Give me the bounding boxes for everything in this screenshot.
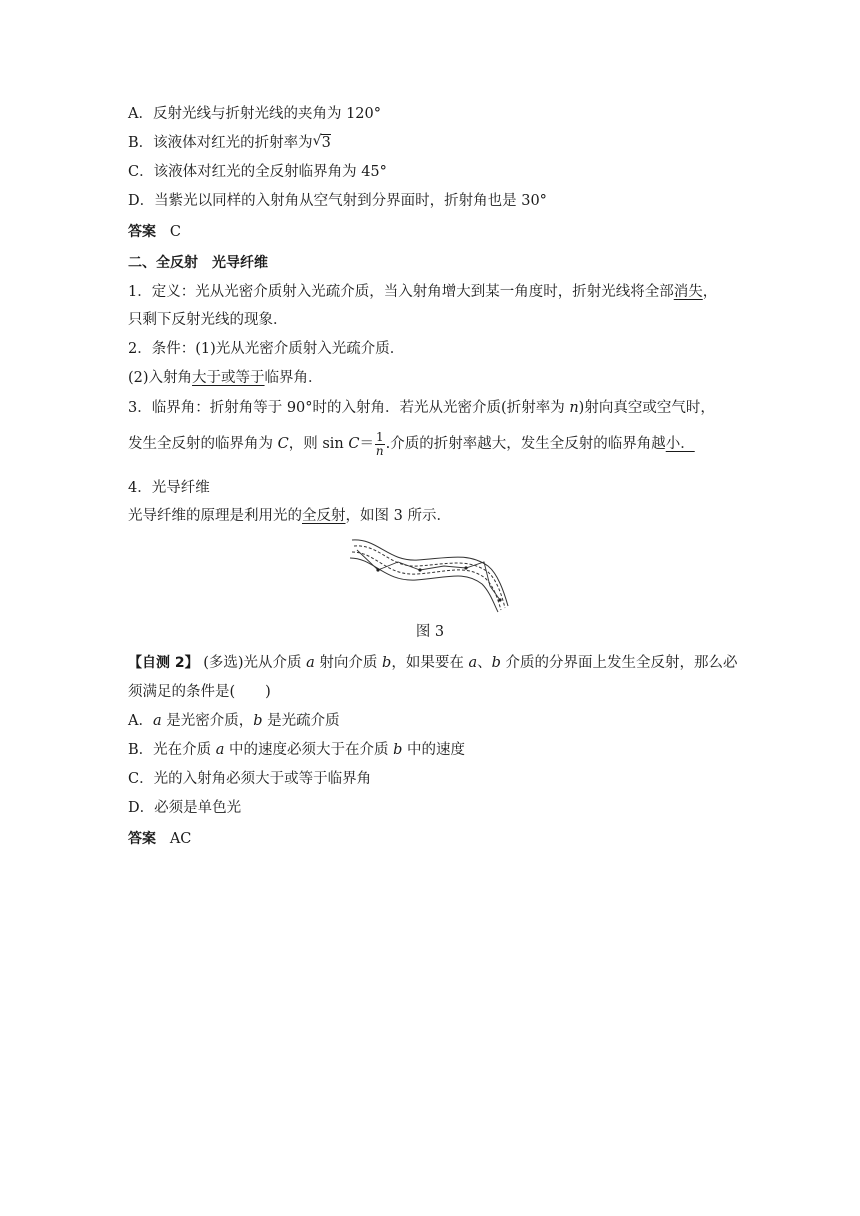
- q2-stem-line-1: 【自测 2】 (多选)光从介质 a 射向介质 b，如果要在 a、b 介质的分界面上发生全反射，那么必: [128, 655, 738, 671]
- q2-answer: 答案 AC: [128, 831, 192, 847]
- ray-arrow-3: [464, 566, 467, 569]
- q1-option-b: B．该液体对红光的折射率为 √ 3: [128, 133, 331, 151]
- q2-option-d: D．必须是单色光: [128, 800, 242, 816]
- q1-option-a: A．反射光线与折射光线的夹角为 120°: [128, 106, 382, 122]
- figure-caption: 图 3: [415, 624, 445, 640]
- q1-option-d: D．当紫光以同样的入射角从空气射到分界面时，折射角也是 30°: [128, 193, 547, 209]
- fiber-core-top: [354, 546, 505, 608]
- definition-line-2: 只剩下反射光线的现象．: [128, 312, 288, 328]
- condition-2: (2)入射角大于或等于临界角．: [128, 370, 323, 386]
- sqrt-symbol: √ 3: [312, 133, 331, 151]
- critical-angle-line-2: 发生全反射的临界角为 C，则 sin C＝ $\frac{1}{n}$ .介质的折射率越大，发生全反射的临界角越小．: [128, 429, 695, 458]
- condition-1: 2．条件：(1)光从光密介质射入光疏介质．: [128, 341, 405, 357]
- ray-arrow-2: [418, 568, 421, 571]
- optical-fiber-figure: [348, 536, 510, 614]
- fraction-1-over-n: $\frac{1}{n}$: [375, 429, 384, 458]
- optical-fiber-title: 4．光导纤维: [128, 480, 210, 496]
- q2-stem-line-2: 须满足的条件是( ): [128, 684, 271, 700]
- q2-option-c: C．光的入射角必须大于或等于临界角: [128, 771, 372, 787]
- light-ray-path: [357, 550, 500, 600]
- q2-option-b: B．光在介质 a 中的速度必须大于在介质 b 中的速度: [128, 742, 466, 758]
- q1-answer: 答案 C: [128, 224, 181, 240]
- optical-fiber-text: 光导纤维的原理是利用光的全反射，如图 3 所示．: [128, 508, 451, 524]
- definition-line-1: 1．定义：光从光密介质射入光疏介质，当入射角增大到某一角度时，折射光线将全部消失，: [128, 284, 718, 300]
- critical-angle-line-1: 3．临界角：折射角等于 90°时的入射角．若光从光密介质(折射率为 n)射向真空或空气时，: [128, 400, 715, 416]
- ray-arrow-4: [498, 598, 501, 601]
- section-heading: 二、全反射 光导纤维: [128, 255, 268, 271]
- q2-option-a: A．a 是光密介质，b 是光疏介质: [128, 713, 340, 729]
- ray-arrow-1: [376, 568, 379, 571]
- q1-option-c: C．该液体对红光的全反射临界角为 45°: [128, 164, 387, 180]
